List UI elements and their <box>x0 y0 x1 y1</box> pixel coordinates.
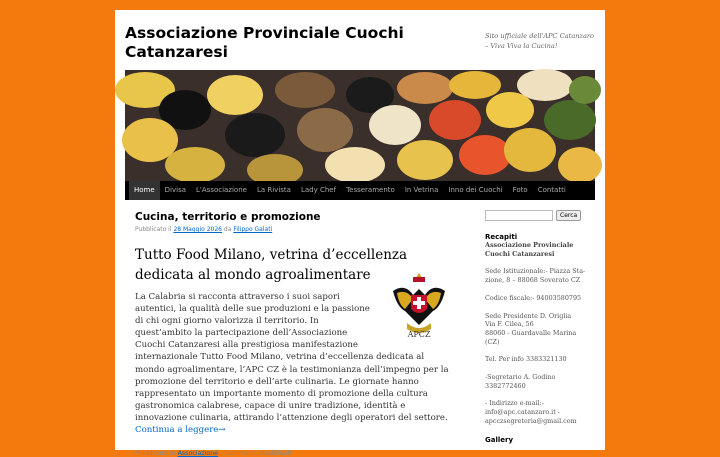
read-more-link[interactable]: Continua a leggere→ <box>135 425 226 436</box>
recapiti-line: info@apc.catanzaro.it - <box>485 408 560 417</box>
post-excerpt: La Calabria si racconta attraverso i suoi sapori autentici, la qualità delle sue produzioni e la passione di chi ogni giorno valorizza il territorio. In quest’ambito la partecipazione dell’Associazione Cuochi Catanzaresi alla prestigiosa manifestazione internazionale Tutto Food Milano, vetrina d’eccellenza dedicata al mondo agroalimentare, l’APC CZ è la testimonianza dell’impegno per la promozione del territorio e dell’arte culinaria. Le giornate hanno rappresentato un importante momento di promozione della cultura gastronomica calabrese, capace di unire tradizione, identità e innovazione culinaria, attirando l’attenzione degli operatori del settore. <box>135 292 449 423</box>
main-content <box>135 210 455 457</box>
recapiti-line: 3382772460 <box>485 381 526 390</box>
site-description: Sito ufficiale dell'APC Catanzaro – Viva Viva la Cucina! <box>485 32 595 50</box>
post-title[interactable]: Tutto Food Milano, vetrina d’eccellenza dedicata al mondo agroalimentare <box>135 247 408 283</box>
meta-by: da <box>223 226 232 233</box>
recapiti-line: Sede Istituzionale:- Piazza Sta- <box>485 267 586 276</box>
recapiti-line: zione, 8 – 88068 Soverato CZ <box>485 276 581 285</box>
search-input[interactable] <box>485 210 553 221</box>
nav-item-contatti[interactable]: Contatti <box>537 186 566 194</box>
recapiti-line: apcczsegreteria@gmail.com <box>485 416 577 425</box>
recapiti-widget <box>485 241 595 426</box>
site-title[interactable]: Associazione Provinciale Cuochi Catanzaresi <box>125 24 404 61</box>
recapiti-gap <box>485 258 595 267</box>
nav-item-la-rivista[interactable]: La Rivista <box>256 186 291 194</box>
recapiti-line: (CZ) <box>485 337 500 346</box>
nav-item-tesseramento[interactable]: Tesseramento <box>346 186 395 194</box>
post-date-link[interactable]: 28 Maggio 2026 <box>173 226 222 233</box>
meta-prefix: Pubblicato il <box>135 226 172 233</box>
page-wrapper <box>115 10 605 457</box>
category-link[interactable]: Associazione <box>177 450 219 457</box>
recapiti-line: Associazione Provinciale <box>485 241 574 249</box>
recapiti-title: Recapiti <box>485 233 518 241</box>
recapiti-line: -Segretario A. Godino <box>485 373 556 382</box>
post-body <box>135 291 455 436</box>
recapiti-line: - Indirizzo e-mail:- <box>485 399 544 408</box>
nav-item-associazione[interactable]: L'Associazione <box>196 186 247 194</box>
main-navigation <box>125 181 595 200</box>
recapiti-gap <box>485 346 595 355</box>
recapiti-line: Tel. Per info 3383321130 <box>485 355 567 364</box>
comments-status: Commenti disabilitati <box>224 450 292 457</box>
apcz-emblem-image <box>383 267 455 343</box>
recapiti-line: Sede Presidente D. Origlia <box>485 311 572 320</box>
post-meta <box>135 226 455 234</box>
recapiti-line: Codice fiscale:- 94003580795 <box>485 293 582 302</box>
sidebar <box>485 210 595 444</box>
search-button[interactable]: Cerca <box>556 210 581 221</box>
nav-item-inno-dei-cuochi[interactable]: Inno dei Cuochi <box>448 186 503 194</box>
recapiti-line: Cuochi Catanzaresi <box>485 249 555 258</box>
nav-item-in-vetrina[interactable]: In Vetrina <box>404 186 439 194</box>
header-banner-image <box>125 70 595 181</box>
footer-separator: | <box>220 450 223 457</box>
nav-item-divisa[interactable]: Divisa <box>164 186 187 194</box>
footer-prefix: Pubblicato in <box>135 450 176 457</box>
recapiti-gap <box>485 285 595 294</box>
nav-item-foto[interactable]: Foto <box>512 186 528 194</box>
recapiti-line: Via F. Cilea, 56 <box>485 320 534 329</box>
recapiti-line: 88060 - Guardavalle Marina <box>485 328 577 337</box>
gallery-title: Gallery <box>485 435 514 444</box>
recapiti-gap <box>485 364 595 373</box>
post-author-link[interactable]: Filippo Galati <box>233 226 273 233</box>
recapiti-gap <box>485 390 595 399</box>
post-footer-meta <box>135 450 455 457</box>
nav-item-home[interactable]: Home <box>129 181 160 200</box>
emblem-label: APCZ <box>407 330 431 339</box>
category-title: Cucina, territorio e promozione <box>135 211 321 223</box>
recapiti-gap <box>485 303 595 312</box>
search-form <box>485 210 595 221</box>
nav-item-lady-chef[interactable]: Lady Chef <box>300 186 337 194</box>
